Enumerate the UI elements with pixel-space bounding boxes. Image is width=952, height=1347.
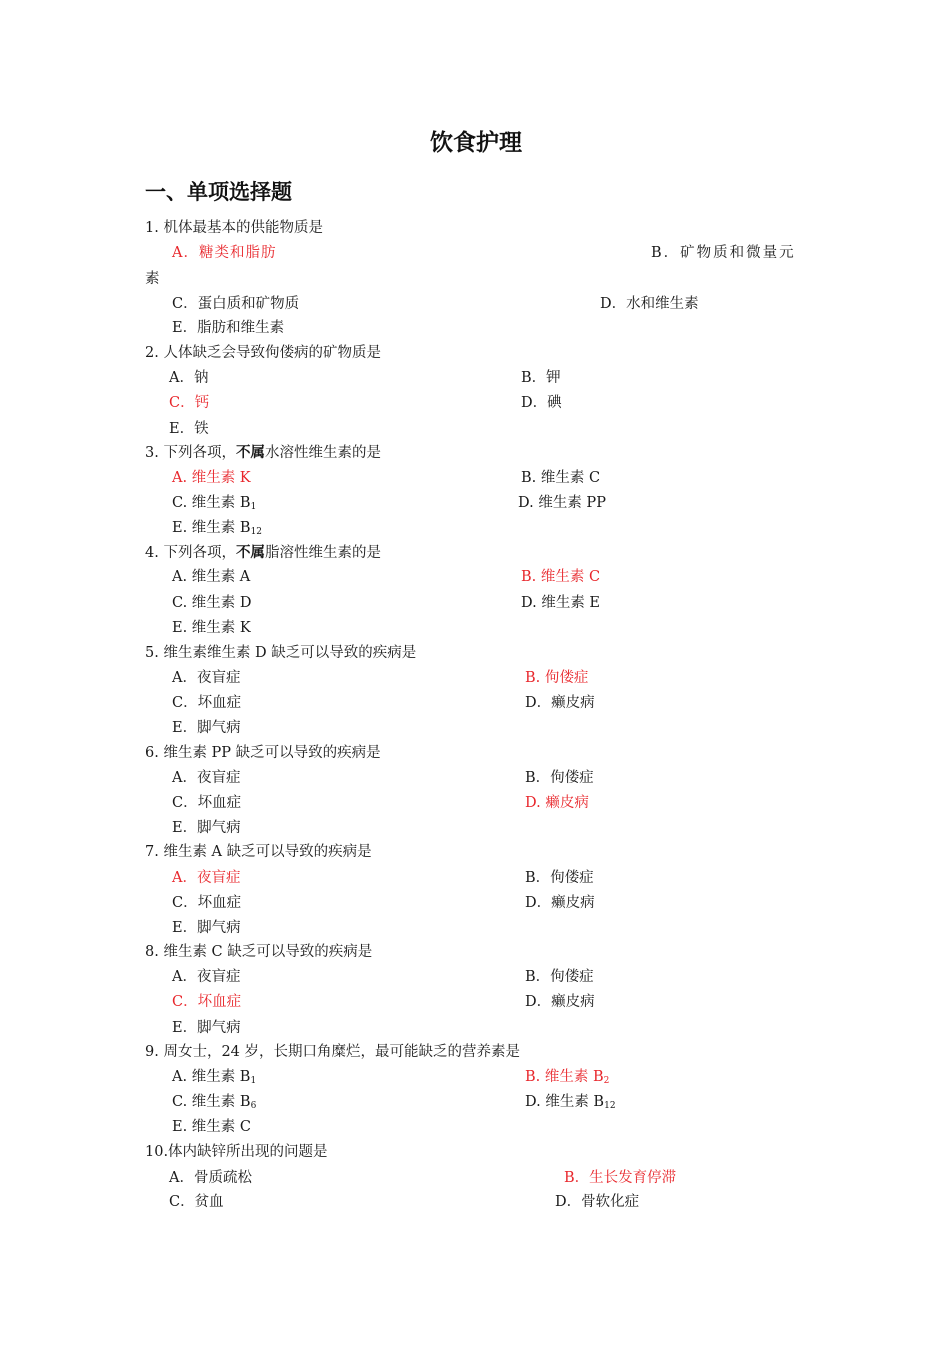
question-5-stem: 5. 维生素维生素 D 缺乏可以导致的疾病是 bbox=[145, 645, 417, 661]
section-heading: 一、单项选择题 bbox=[145, 180, 292, 204]
q5-option-d: D．癞皮病 bbox=[525, 695, 595, 711]
question-8-stem: 8. 维生素 C 缺乏可以导致的疾病是 bbox=[145, 944, 373, 960]
q1-option-a: A．糖类和脂肪 bbox=[172, 245, 277, 261]
q10-option-c: C．贫血 bbox=[169, 1194, 224, 1210]
question-7-stem: 7. 维生素 A 缺乏可以导致的疾病是 bbox=[145, 844, 372, 860]
q5-option-c: C．坏血症 bbox=[172, 695, 242, 711]
q9-option-a-subscript: 1 bbox=[250, 1076, 257, 1086]
q3-stem-emphasis: 不属 bbox=[235, 445, 265, 461]
q3-option-e bbox=[172, 519, 262, 537]
q4-option-b: B. 维生素 C bbox=[521, 569, 601, 585]
question-2-stem: 2. 人体缺乏会导致佝偻病的矿物质是 bbox=[145, 345, 381, 361]
q3-option-c bbox=[172, 494, 256, 512]
q8-option-e: E．脚气病 bbox=[172, 1020, 241, 1036]
q9-option-d-text: D. 维生素 B bbox=[525, 1094, 605, 1110]
q5-option-a: A．夜盲症 bbox=[172, 670, 241, 686]
page-title: 饮食护理 bbox=[430, 130, 522, 156]
q9-option-c-subscript: 6 bbox=[250, 1101, 257, 1111]
q3-option-d: D. 维生素 PP bbox=[518, 495, 606, 511]
q5-option-b: B. 佝偻症 bbox=[525, 670, 589, 686]
q9-option-d bbox=[525, 1093, 616, 1111]
q3-stem-pre: 3. 下列各项， bbox=[145, 445, 236, 461]
q10-option-a: A．骨质疏松 bbox=[169, 1170, 252, 1186]
q4-stem-post: 脂溶性维生素的是 bbox=[264, 545, 381, 561]
question-10-stem: 10.体内缺锌所出现的问题是 bbox=[145, 1144, 328, 1160]
q4-stem-emphasis: 不属 bbox=[235, 545, 265, 561]
q4-option-e: E. 维生素 K bbox=[172, 620, 251, 636]
q8-option-b: B．佝偻症 bbox=[525, 969, 594, 985]
question-1-stem: 1. 机体最基本的供能物质是 bbox=[145, 220, 323, 236]
question-4-stem bbox=[145, 544, 381, 562]
q4-stem-pre: 4. 下列各项， bbox=[145, 545, 236, 561]
q9-option-a bbox=[172, 1068, 256, 1086]
q9-option-b bbox=[525, 1068, 609, 1086]
q3-option-a: A. 维生素 K bbox=[172, 470, 251, 486]
q3-option-c-text: C. 维生素 B bbox=[172, 495, 251, 511]
question-3-stem bbox=[145, 444, 381, 462]
q3-option-e-text: E. 维生素 B bbox=[172, 520, 251, 536]
q1-option-e: E．脂肪和维生素 bbox=[172, 320, 285, 336]
q3-option-b: B. 维生素 C bbox=[521, 470, 601, 486]
q5-option-e: E．脚气病 bbox=[172, 720, 241, 736]
q2-option-b: B．钾 bbox=[521, 370, 561, 386]
q1-option-b-wrap: 素 bbox=[145, 271, 160, 287]
q2-option-e: E．铁 bbox=[169, 421, 209, 437]
question-9-stem: 9. 周女士，24 岁，长期口角糜烂，最可能缺乏的营养素是 bbox=[145, 1044, 521, 1060]
q1-option-d: D．水和维生素 bbox=[600, 296, 699, 312]
q9-option-e: E. 维生素 C bbox=[172, 1119, 252, 1135]
q4-option-c: C. 维生素 D bbox=[172, 595, 252, 611]
q6-option-d: D. 癞皮病 bbox=[525, 795, 589, 811]
q8-option-c: C．坏血症 bbox=[172, 994, 242, 1010]
question-6-stem: 6. 维生素 PP 缺乏可以导致的疾病是 bbox=[145, 745, 381, 761]
q6-option-b: B．佝偻症 bbox=[525, 770, 594, 786]
q8-option-d: D．癞皮病 bbox=[525, 994, 595, 1010]
q6-option-a: A．夜盲症 bbox=[172, 770, 241, 786]
q8-option-a: A．夜盲症 bbox=[172, 969, 241, 985]
q7-option-c: C．坏血症 bbox=[172, 895, 242, 911]
q9-option-a-text: A. 维生素 B bbox=[172, 1069, 251, 1085]
q4-option-a: A. 维生素 A bbox=[172, 569, 251, 585]
q9-option-b-text: B. 维生素 B bbox=[525, 1069, 604, 1085]
q9-option-d-subscript: 12 bbox=[604, 1101, 616, 1111]
q2-option-a: A．钠 bbox=[169, 370, 209, 386]
q10-option-d: D．骨软化症 bbox=[555, 1194, 640, 1210]
q2-option-c: C．钙 bbox=[169, 395, 210, 411]
q10-option-b: B．生长发育停滞 bbox=[564, 1170, 677, 1186]
q7-option-d: D．癞皮病 bbox=[525, 895, 595, 911]
q3-option-c-subscript: 1 bbox=[250, 502, 257, 512]
q9-option-c bbox=[172, 1093, 256, 1111]
q6-option-e: E．脚气病 bbox=[172, 820, 241, 836]
q6-option-c: C．坏血症 bbox=[172, 795, 242, 811]
q4-option-d: D. 维生素 E bbox=[521, 595, 601, 611]
q1-option-c: C．蛋白质和矿物质 bbox=[172, 296, 300, 312]
q7-option-e: E．脚气病 bbox=[172, 920, 241, 936]
q7-option-b: B．佝偻症 bbox=[525, 870, 594, 886]
q3-stem-post: 水溶性维生素的是 bbox=[264, 445, 381, 461]
q2-option-d: D．碘 bbox=[521, 395, 562, 411]
q1-option-b: B．矿物质和微量元 bbox=[651, 245, 796, 261]
q3-option-e-subscript: 12 bbox=[250, 527, 263, 537]
q9-option-b-subscript: 2 bbox=[603, 1076, 610, 1086]
q7-option-a: A．夜盲症 bbox=[172, 870, 241, 886]
q9-option-c-text: C. 维生素 B bbox=[172, 1094, 251, 1110]
